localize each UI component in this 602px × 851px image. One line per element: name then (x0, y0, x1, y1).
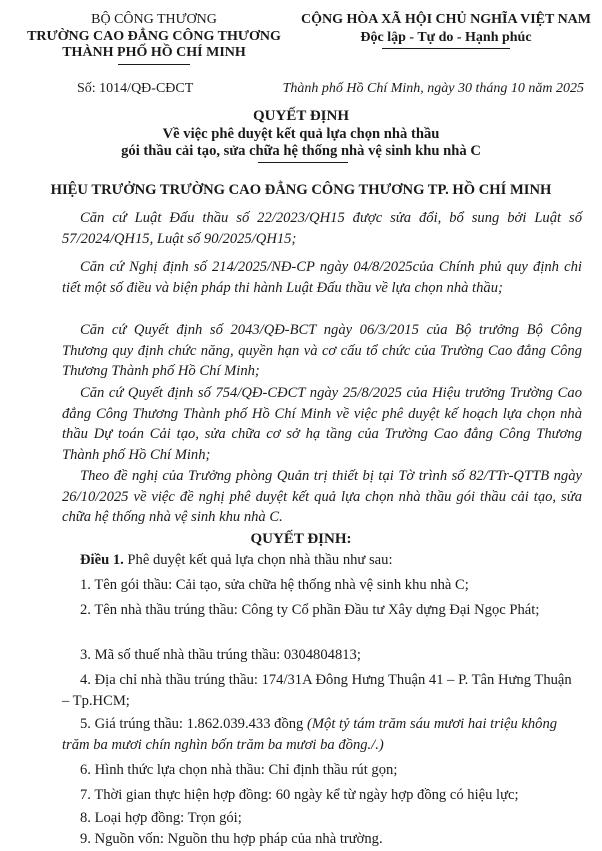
header-left-rule (118, 64, 190, 65)
issuing-authority: HIỆU TRƯỞNG TRƯỜNG CAO ĐẲNG CÔNG THƯƠNG TP. HỒ CHÍ MINH (50, 182, 552, 198)
header-right-rule (382, 48, 510, 49)
item-selection-method: 6. Hình thức lựa chọn nhà thầu: Chỉ định thầu rút gọn; (80, 762, 398, 778)
decision-heading: QUYẾT ĐỊNH: (250, 531, 352, 547)
item-funding-source: 9. Nguồn vốn: Nguồn thu hợp pháp của nhà trường. (80, 831, 383, 847)
legal-basis-5: Theo đề nghị của Trưởng phòng Quản trị thiết bị tại Tờ trình số 82/TTr-QTTB ngày 26/10/2025 về việc đề nghị phê duyệt kết quả lựa chọn nhà thầu gói thầu cải tạo, sửa chữa hệ thống nhà vệ sinh khu nhà C. (62, 468, 582, 525)
national-motto: Độc lập - Tự do - Hạnh phúc (360, 30, 532, 45)
article-1-label: Điều 1. (80, 552, 124, 568)
legal-basis-3: Căn cứ Quyết định số 2043/QĐ-BCT ngày 06/3/2015 của Bộ trưởng Bộ Công Thương quy định chức năng, quyền hạn và cơ cấu tổ chức của Trường Cao đẳng Công Thương Thành phố Hồ Chí Minh; (62, 322, 582, 379)
winning-price-in-words: (Một tỷ tám trăm sáu mươi hai triệu không trăm ba mươi chín nghìn bốn trăm ba mươi ba đồng./.) (62, 716, 558, 753)
article-1-text: Phê duyệt kết quả lựa chọn nhà thầu như sau: (123, 552, 393, 568)
item-tax-code: 3. Mã số thuế nhà thầu trúng thầu: 0304804813; (80, 647, 361, 663)
subject-line-1: Về việc phê duyệt kết quả lựa chọn nhà thầu (162, 126, 440, 142)
item-winning-price (62, 714, 582, 755)
winning-price-amount: 5. Giá trúng thầu: 1.862.039.433 đồng (80, 716, 307, 732)
school-name-line2: THÀNH PHỐ HỒ CHÍ MINH (62, 45, 246, 60)
ministry-name: BỘ CÔNG THƯƠNG (91, 12, 217, 27)
item-contract-duration: 7. Thời gian thực hiện hợp đồng: 60 ngày kể từ ngày hợp đồng có hiệu lực; (80, 787, 519, 803)
item-winning-contractor: 2. Tên nhà thầu trúng thầu: Công ty Cổ phần Đầu tư Xây dựng Đại Ngọc Phát; (80, 602, 540, 618)
legal-basis-4: Căn cứ Quyết định số 754/QĐ-CĐCT ngày 25/8/2025 của Hiệu trưởng Trường Cao đẳng Công Thương Thành phố Hồ Chí Minh về việc phê duyệt kế hoạch lựa chọn nhà thầu Dự toán Cải tạo, sửa chữa cơ sở hạ tầng của Trường Cao đẳng Công Thương Thành phố Hồ Chí Minh; (62, 385, 582, 463)
subject-line-2: gói thầu cải tạo, sửa chữa hệ thống nhà vệ sinh khu nhà C (121, 143, 481, 159)
school-name-line1: TRƯỜNG CAO ĐẲNG CÔNG THƯƠNG (27, 29, 281, 44)
item-contractor-address: 4. Địa chỉ nhà thầu trúng thầu: 174/31A Đông Hưng Thuận 41 – P. Tân Hưng Thuận – Tp.HCM; (62, 672, 572, 709)
article-1 (62, 550, 582, 571)
republic-name: CỘNG HÒA XÃ HỘI CHỦ NGHĨA VIỆT NAM (300, 12, 591, 27)
place-and-date: Thành phố Hồ Chí Minh, ngày 30 tháng 10 năm 2025 (282, 81, 584, 96)
document-number: Số: 1014/QĐ-CĐCT (77, 81, 194, 96)
document-title: QUYẾT ĐỊNH (253, 108, 349, 124)
legal-basis-2: Căn cứ Nghị định số 214/2025/NĐ-CP ngày 04/8/2025của Chính phủ quy định chi tiết một số điều và biện pháp thi hành Luật Đấu thầu về lựa chọn nhà thầu; (62, 259, 582, 296)
item-package-name: 1. Tên gói thầu: Cải tạo, sửa chữa hệ thống nhà vệ sinh khu nhà C; (80, 577, 469, 593)
item-contract-type: 8. Loại hợp đồng: Trọn gói; (80, 810, 242, 826)
legal-basis-1: Căn cứ Luật Đấu thầu số 22/2023/QH15 được sửa đổi, bổ sung bởi Luật số 57/2024/QH15, Luật số 90/2025/QH15; (62, 210, 582, 247)
title-rule (258, 162, 348, 163)
